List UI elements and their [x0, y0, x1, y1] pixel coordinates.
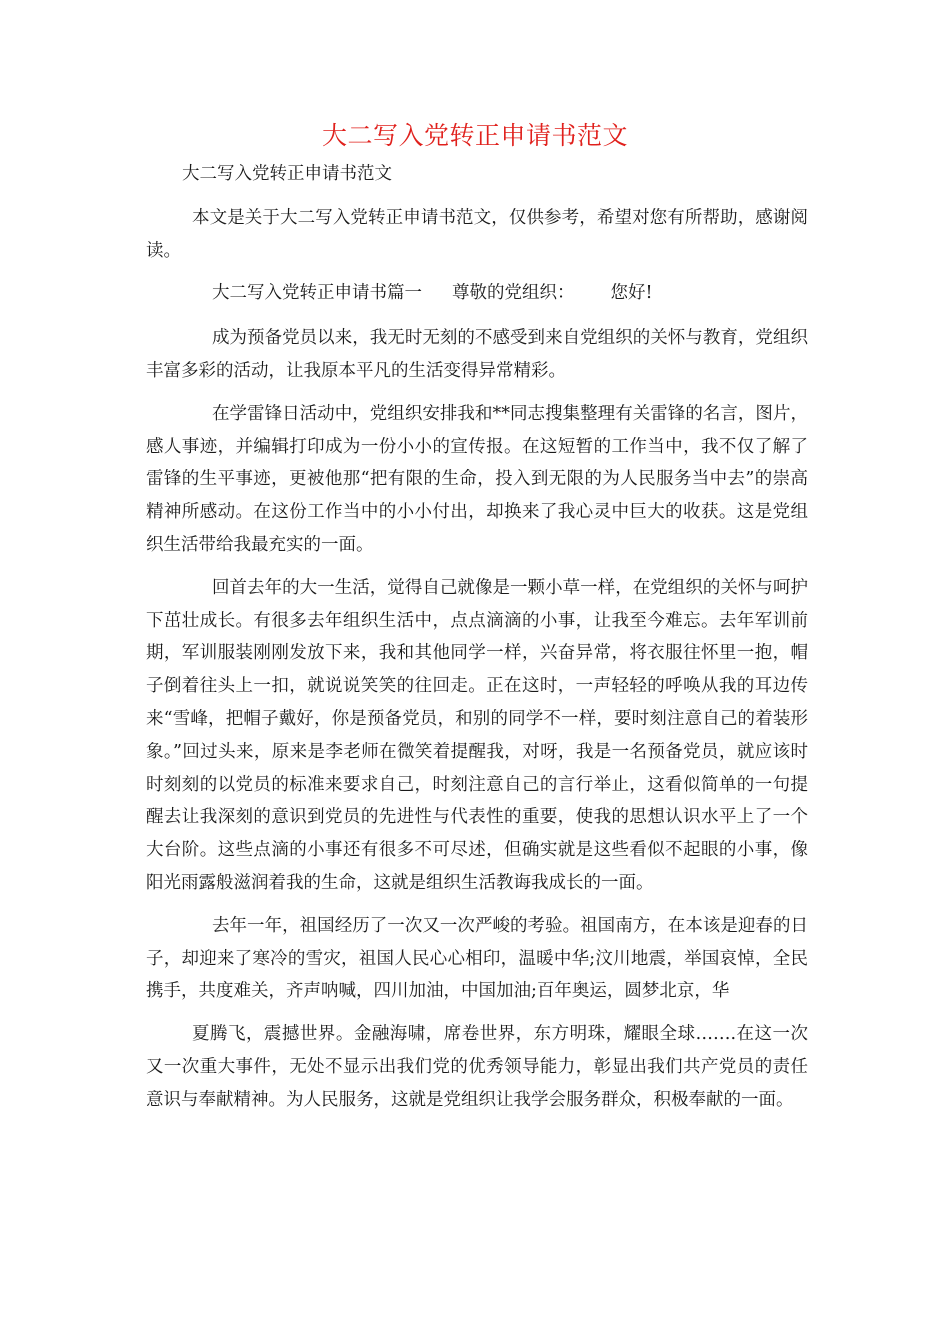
paragraph-1: 成为预备党员以来，我无时无刻的不感受到来自党组织的关怀与教育，党组织丰富多彩的活动，让我原本平凡的生活变得异常精彩。 — [146, 328, 808, 381]
salutation-line — [146, 277, 808, 310]
paragraph-2: 在学雷锋日活动中，党组织安排我和**同志搜集整理有关雷锋的名言，图片，感人事迹，并编辑打印成为一份小小的宣传报。在这短暂的工作当中，我不仅了解了雷锋的生平事迹，更被他那“把有限的生命，投入到无限的为人民服务当中去”的崇高精神所感动。在这份工作当中的小小付出，却换来了我心灵中巨大的收获。这是党组织生活带给我最充实的一面。 — [146, 403, 808, 555]
section-heading: 大二写入党转正申请书篇一 — [212, 283, 422, 304]
document-subtitle: 大二写入党转正申请书范文 — [182, 164, 392, 184]
paragraph-5: 夏腾飞，震撼世界。金融海啸，席卷世界，东方明珠，耀眼全球…….在这一次又一次重大事件，无处不显示出我们党的优秀领导能力，彰显出我们共产党员的责任意识与奉献精神。为人民服务，这就是党组织让我学会服务群众，积极奉献的一面。 — [146, 1024, 808, 1110]
document-title: 大二写入党转正申请书范文 — [321, 121, 628, 150]
paragraph-4: 去年一年，祖国经历了一次又一次严峻的考验。祖国南方，在本该是迎春的日子，却迎来了寒冷的雪灾，祖国人民心心相印，温暖中华;汶川地震，举国哀悼，全民携手，共度难关，齐声呐喊，四川加油，中国加油;百年奥运，圆梦北京，华 — [146, 915, 808, 1002]
greeting: 尊敬的党组织： — [452, 283, 575, 304]
paragraph-3: 回首去年的大一生活，觉得自己就像是一颗小草一样，在党组织的关怀与呵护下茁壮成长。有很多去年组织生活中，点点滴滴的小事，让我至今难忘。去年军训前期，军训服装刚刚发放下来，我和其他同学一样，兴奋异常，将衣服往怀里一抱，帽子倒着往头上一扣，就说说笑笑的往回走。正在这时，一声轻轻的呼唤从我的耳边传来“雪峰，把帽子戴好，你是预备党员，和别的同学不一样，要时刻注意自己的着装形象。”回过头来，原来是李老师在微笑着提醒我，对呀，我是一名预备党员，就应该时时刻刻的以党员的标准来要求自己，时刻注意自己的言行举止，这看似简单的一句提醒去让我深刻的意识到党员的先进性与代表性的重要，使我的思想认识水平上了一个大台阶。这些点滴的小事还有很多不可尽述，但确实就是这些看似不起眼的小事，像阳光雨露般滋润着我的生命，这就是组织生活教诲我成长的一面。 — [146, 577, 808, 893]
document-body — [146, 158, 808, 1127]
intro-paragraph: 本文是关于大二写入党转正申请书范文，仅供参考，希望对您有所帮助，感谢阅读。 — [146, 207, 808, 261]
hello: 您好! — [610, 283, 653, 304]
